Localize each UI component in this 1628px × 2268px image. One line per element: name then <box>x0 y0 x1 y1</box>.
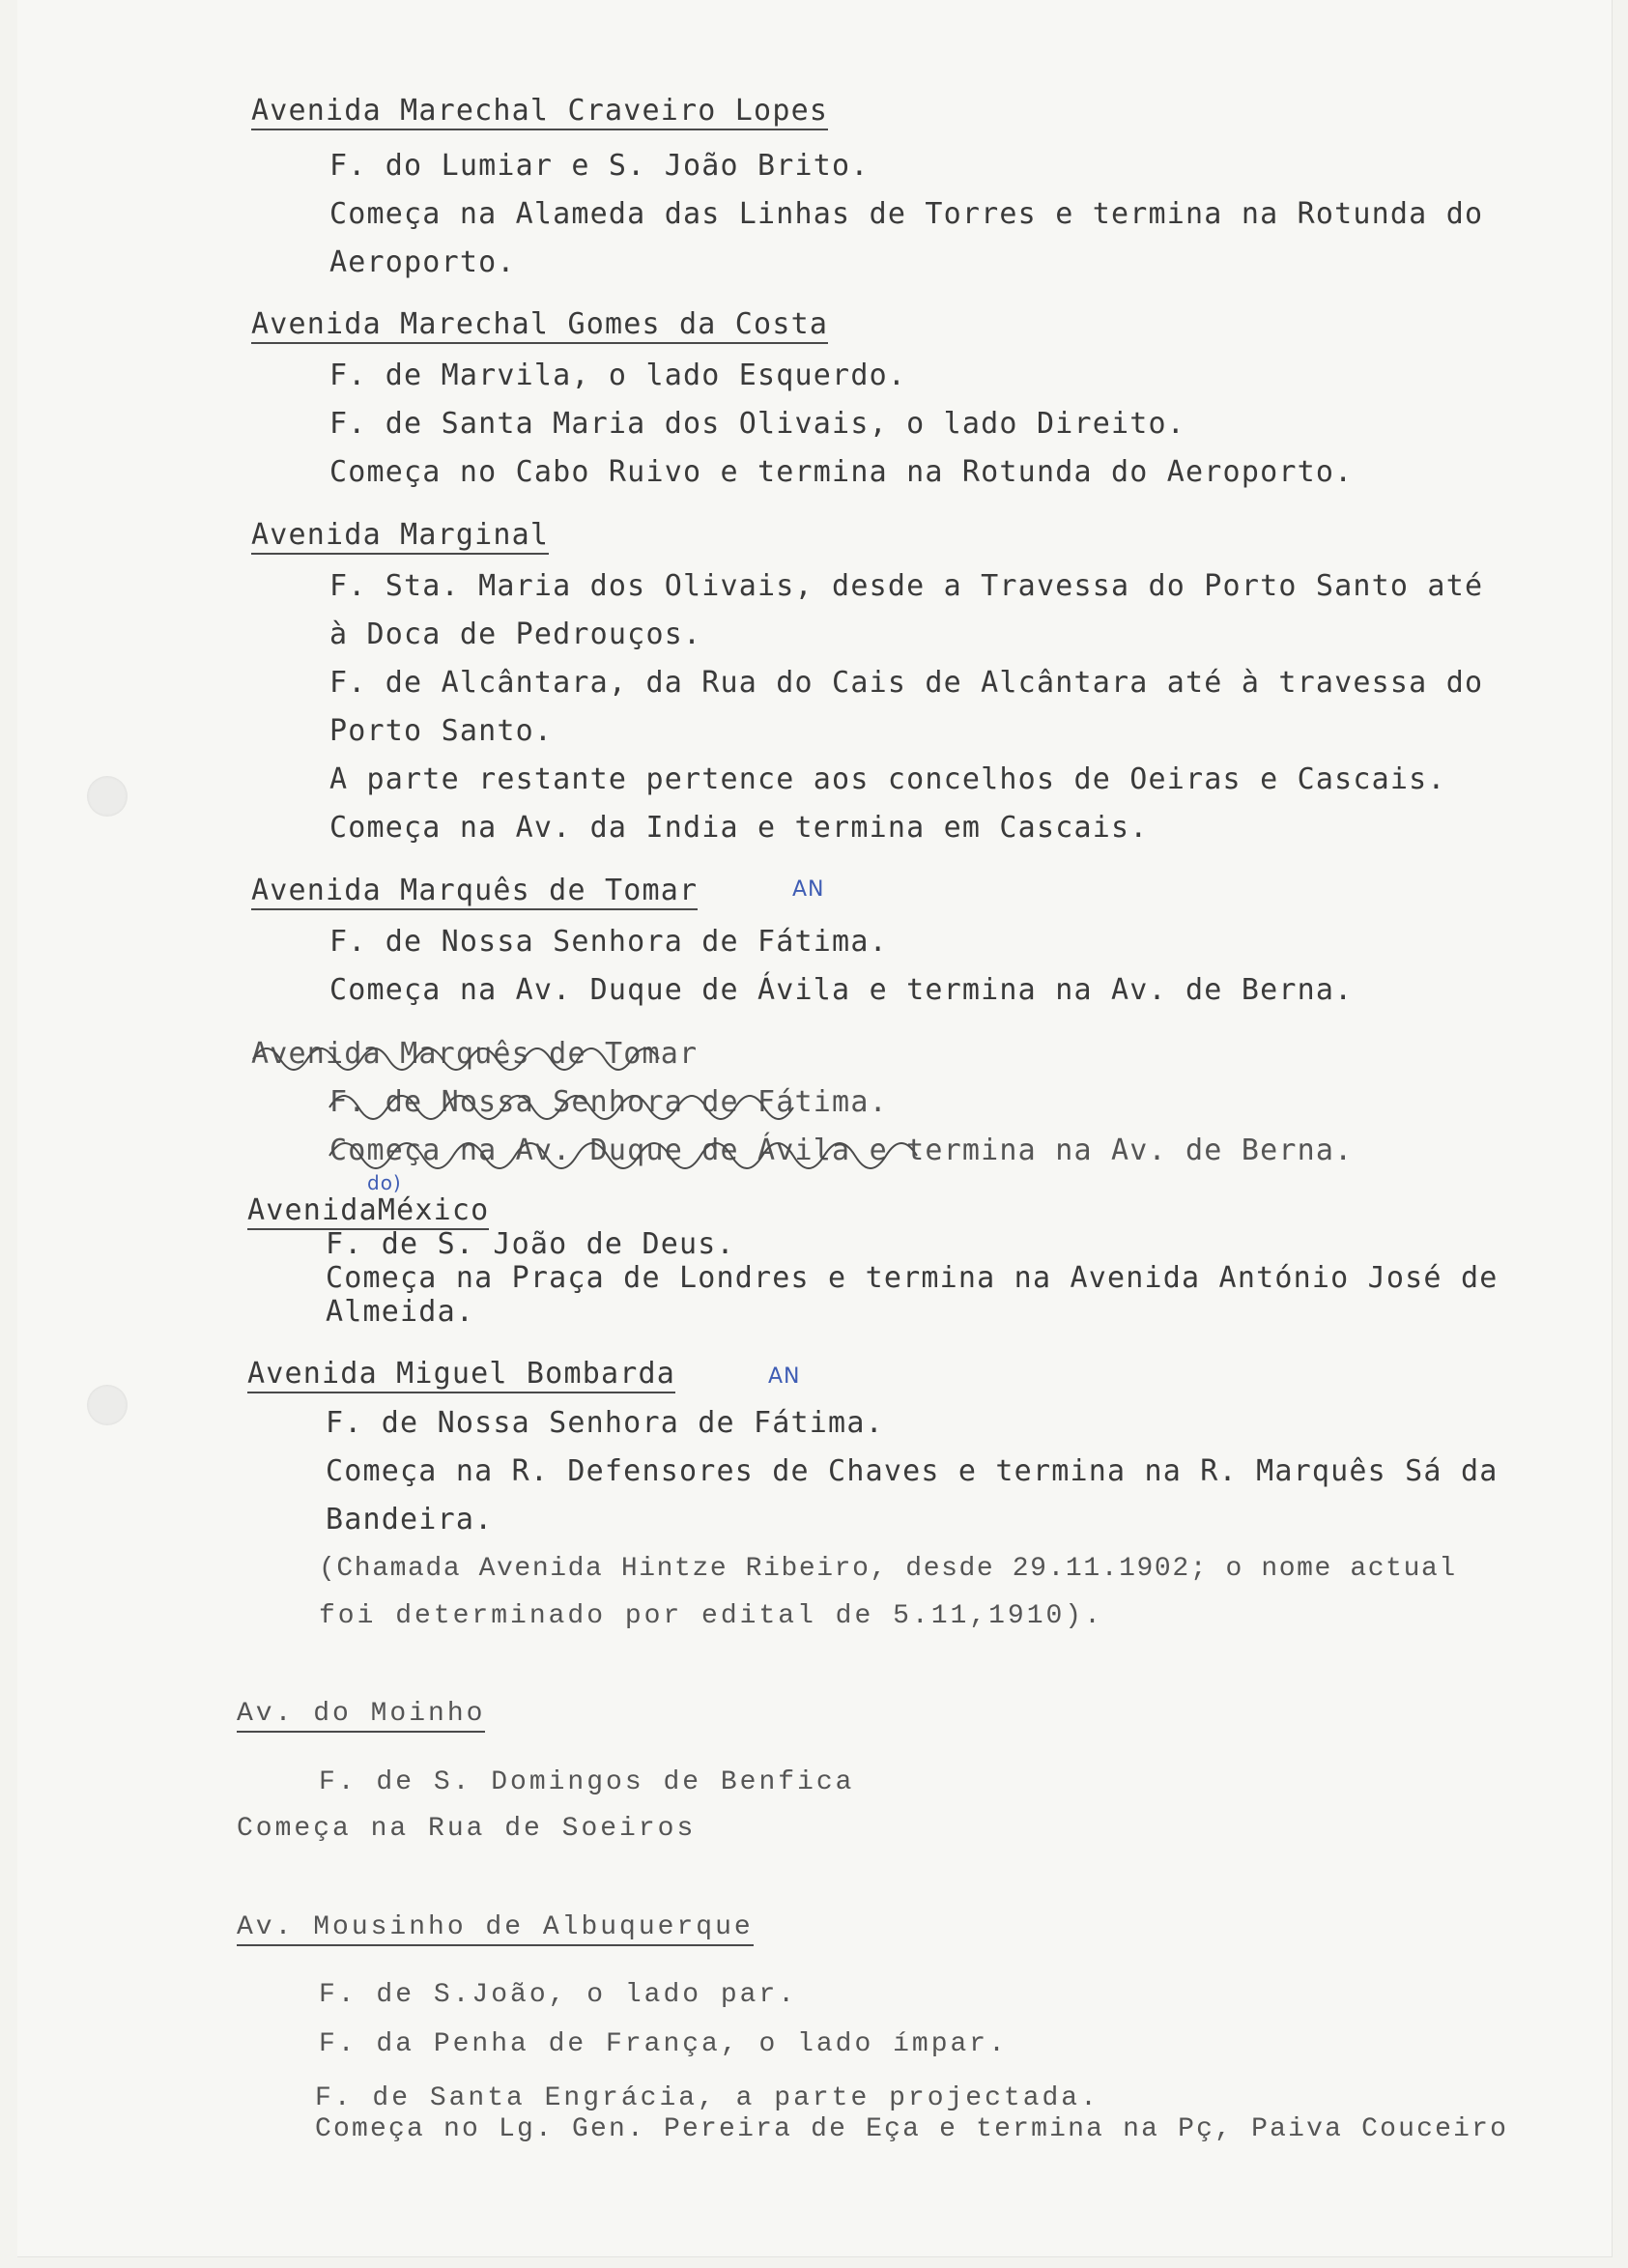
entry-line: à Doca de Pedrouços. <box>329 617 702 651</box>
handwritten-annotation: AN <box>768 1364 801 1389</box>
entry-line: Começa na Av. da India e termina em Cascais. <box>329 811 1149 845</box>
entry-line: F. de S. João de Deus. <box>326 1227 735 1261</box>
handwritten-annotation: AN <box>792 877 825 902</box>
entry-line: F. Sta. Maria dos Olivais, desde a Travessa do Porto Santo até <box>329 569 1484 603</box>
entry-title: Avenida Marechal Gomes da Costa <box>251 310 828 344</box>
entry-title: Avenida Marginal <box>251 521 549 555</box>
struck-entry-line: Começa na Av. Duque de Ávila e termina na Av. de Berna. <box>329 1134 1354 1167</box>
entry-title: Av. do Moinho <box>237 1701 485 1733</box>
handwritten-insertion: do) <box>367 1171 402 1194</box>
entry-title: Avenida Marquês de Tomar <box>251 876 698 910</box>
entry-line: Começa no Cabo Ruivo e termina na Rotunda do Aeroporto. <box>329 455 1354 489</box>
entry-note: foi determinado por edital de 5.11,1910). <box>319 1601 1103 1631</box>
entry-line: F. de Nossa Senhora de Fátima. <box>326 1406 884 1440</box>
entry-line: Almeida. <box>326 1295 475 1329</box>
entry-line: F. de Nossa Senhora de Fátima. <box>329 925 888 959</box>
entry-line: Porto Santo. <box>329 714 554 748</box>
entry-line: Bandeira. <box>326 1503 494 1536</box>
entry-line: Começa no Lg. Gen. Pereira de Eça e termina na Pç, Paiva Couceiro <box>315 2114 1509 2144</box>
title-prefix: Avenida <box>247 1193 378 1227</box>
entry-line: Começa na Av. Duque de Ávila e termina na Av. de Berna. <box>329 973 1354 1007</box>
entry-title: Av. Mousinho de Albuquerque <box>237 1914 754 1946</box>
entry-title: Avenida Miguel Bombarda <box>247 1360 675 1393</box>
entry-line: A parte restante pertence aos concelhos de Oeiras e Cascais. <box>329 762 1446 796</box>
entry-line: F. de Santa Maria dos Olivais, o lado Direito. <box>329 407 1186 441</box>
entry-line: Aeroporto. <box>329 245 516 279</box>
entry-line: Começa na Alameda das Linhas de Torres e termina na Rotunda do <box>329 197 1484 231</box>
entry-line: F. da Penha de França, o lado ímpar. <box>319 2029 1008 2059</box>
entry-title: Avenida Marechal Craveiro Lopes <box>251 97 828 130</box>
entry-line: Começa na Rua de Soeiros <box>237 1814 697 1844</box>
entry-line: F. de Santa Engrácia, a parte projectada. <box>315 2083 1100 2113</box>
entry-line: F. do Lumiar e S. João Brito. <box>329 149 870 183</box>
entry-line: Começa na R. Defensores de Chaves e termina na R. Marquês Sá da <box>326 1454 1499 1488</box>
entry-note: (Chamada Avenida Hintze Ribeiro, desde 29.11.1902; o nome actual <box>319 1554 1457 1584</box>
entry-line: F. de Marvila, o lado Esquerdo. <box>329 359 907 392</box>
entry-line: F. de S. Domingos de Benfica <box>319 1767 855 1797</box>
punch-hole-bottom <box>87 1385 128 1425</box>
entry-line: F. de Alcântara, da Rua do Cais de Alcântara até à travessa do <box>329 666 1484 700</box>
title-suffix: México <box>377 1193 490 1227</box>
entry-line: F. de S.João, o lado par. <box>319 1980 798 2010</box>
punch-hole-top <box>87 776 128 817</box>
entry-title <box>247 1193 490 1230</box>
entry-line: Começa na Praça de Londres e termina na Avenida António José de <box>326 1261 1499 1295</box>
struck-entry-title: Avenida Marquês de Tomar <box>251 1037 699 1071</box>
struck-entry-line: F. de Nossa Senhora de Fátima. <box>329 1085 888 1119</box>
